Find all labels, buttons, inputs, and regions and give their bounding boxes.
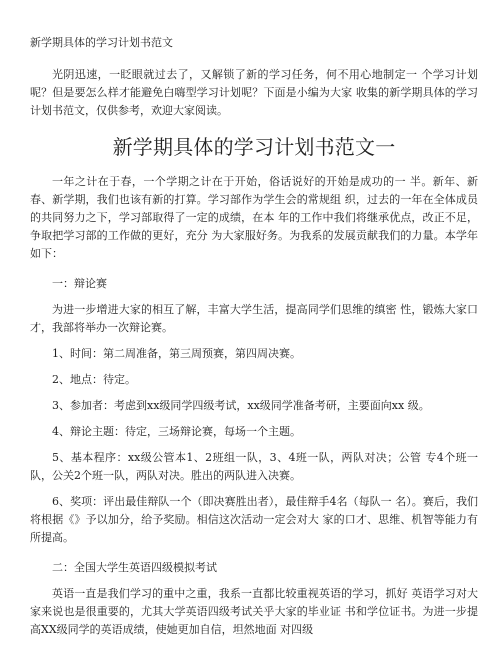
body-paragraph-1: 一年之计在于春，一个学期之计在于开始，俗话说好的开始是成功的一 半。新年、新春、新学期，我们也该有新的打算。学习部作为学生会的常规组 织，过去的一年在全体成员的共同努力之下，学习部取得了一定的成绩，在本 年的工作中我们将继承优点，改正不足，争取把学习部的工作做的更好，充分 为大家服好务。为我系的发展贡献我们的力量。本学年如下： [30,175,478,260]
list-item-procedure: 5、基本程序：xx级公管本1、2班组一队，3、4班一队，两队对决；公管 专4个班一队，公关2个班一队，两队对决。胜出的两队进入决赛。 [30,451,478,482]
list-item-location: 2、地点：待定。 [52,373,136,386]
list-item-participants: 3、参加者：考虑到xx级同学四级考试，xx级同学准备考研，主要面向xx 级。 [52,399,430,412]
list-item-awards: 6、奖项：评出最佳辩队一个（即决赛胜出者），最佳辩手4名（每队一 名）。赛后，我们将根据《》予以加分，给予奖励。相信这次活动一定会对大 家的口才、思维、机智等能力有所提高。 [30,495,478,544]
section-debate-title: 一：辩论赛 [52,277,107,290]
document-small-title: 新学期具体的学习计划书范文 [30,36,173,49]
document-page [30,34,478,647]
list-item-time: 1、时间：第二周准备，第三周预赛，第四周决赛。 [52,347,301,360]
main-title: 新学期具体的学习计划书范文一 [112,135,396,159]
body-paragraph-2: 为进一步增进大家的相互了解，丰富大学生活，提高同学们思维的缜密 性，锻炼大家口才，我部将举办一次辩论赛。 [30,303,478,334]
list-item-topic: 4、辩论主题：待定，三场辩论赛，每场一个主题。 [52,425,301,438]
section-english-title: 二：全国大学生英语四级模拟考试 [52,561,217,574]
body-paragraph-english: 英语一直是我们学习的重中之重，我系一直都比较重视英语的学习，抓好 英语学习对大家来说也是很重要的，尤其大学英语四级考试关乎大家的毕业证 书和学位证书。为进一步提高XX级同学的英语成绩，使她更加自信，坦然地面 对四级 [30,587,478,636]
intro-paragraph: 光阴迅速，一眨眼就过去了，又解锁了新的学习任务，何不用心地制定一 个学习计划呢？但是要怎么样才能避免白嗨型学习计划呢？下面是小编为大家 收集的新学期具体的学习计划书范文，仅供参考，欢迎大家阅读。 [30,68,478,117]
